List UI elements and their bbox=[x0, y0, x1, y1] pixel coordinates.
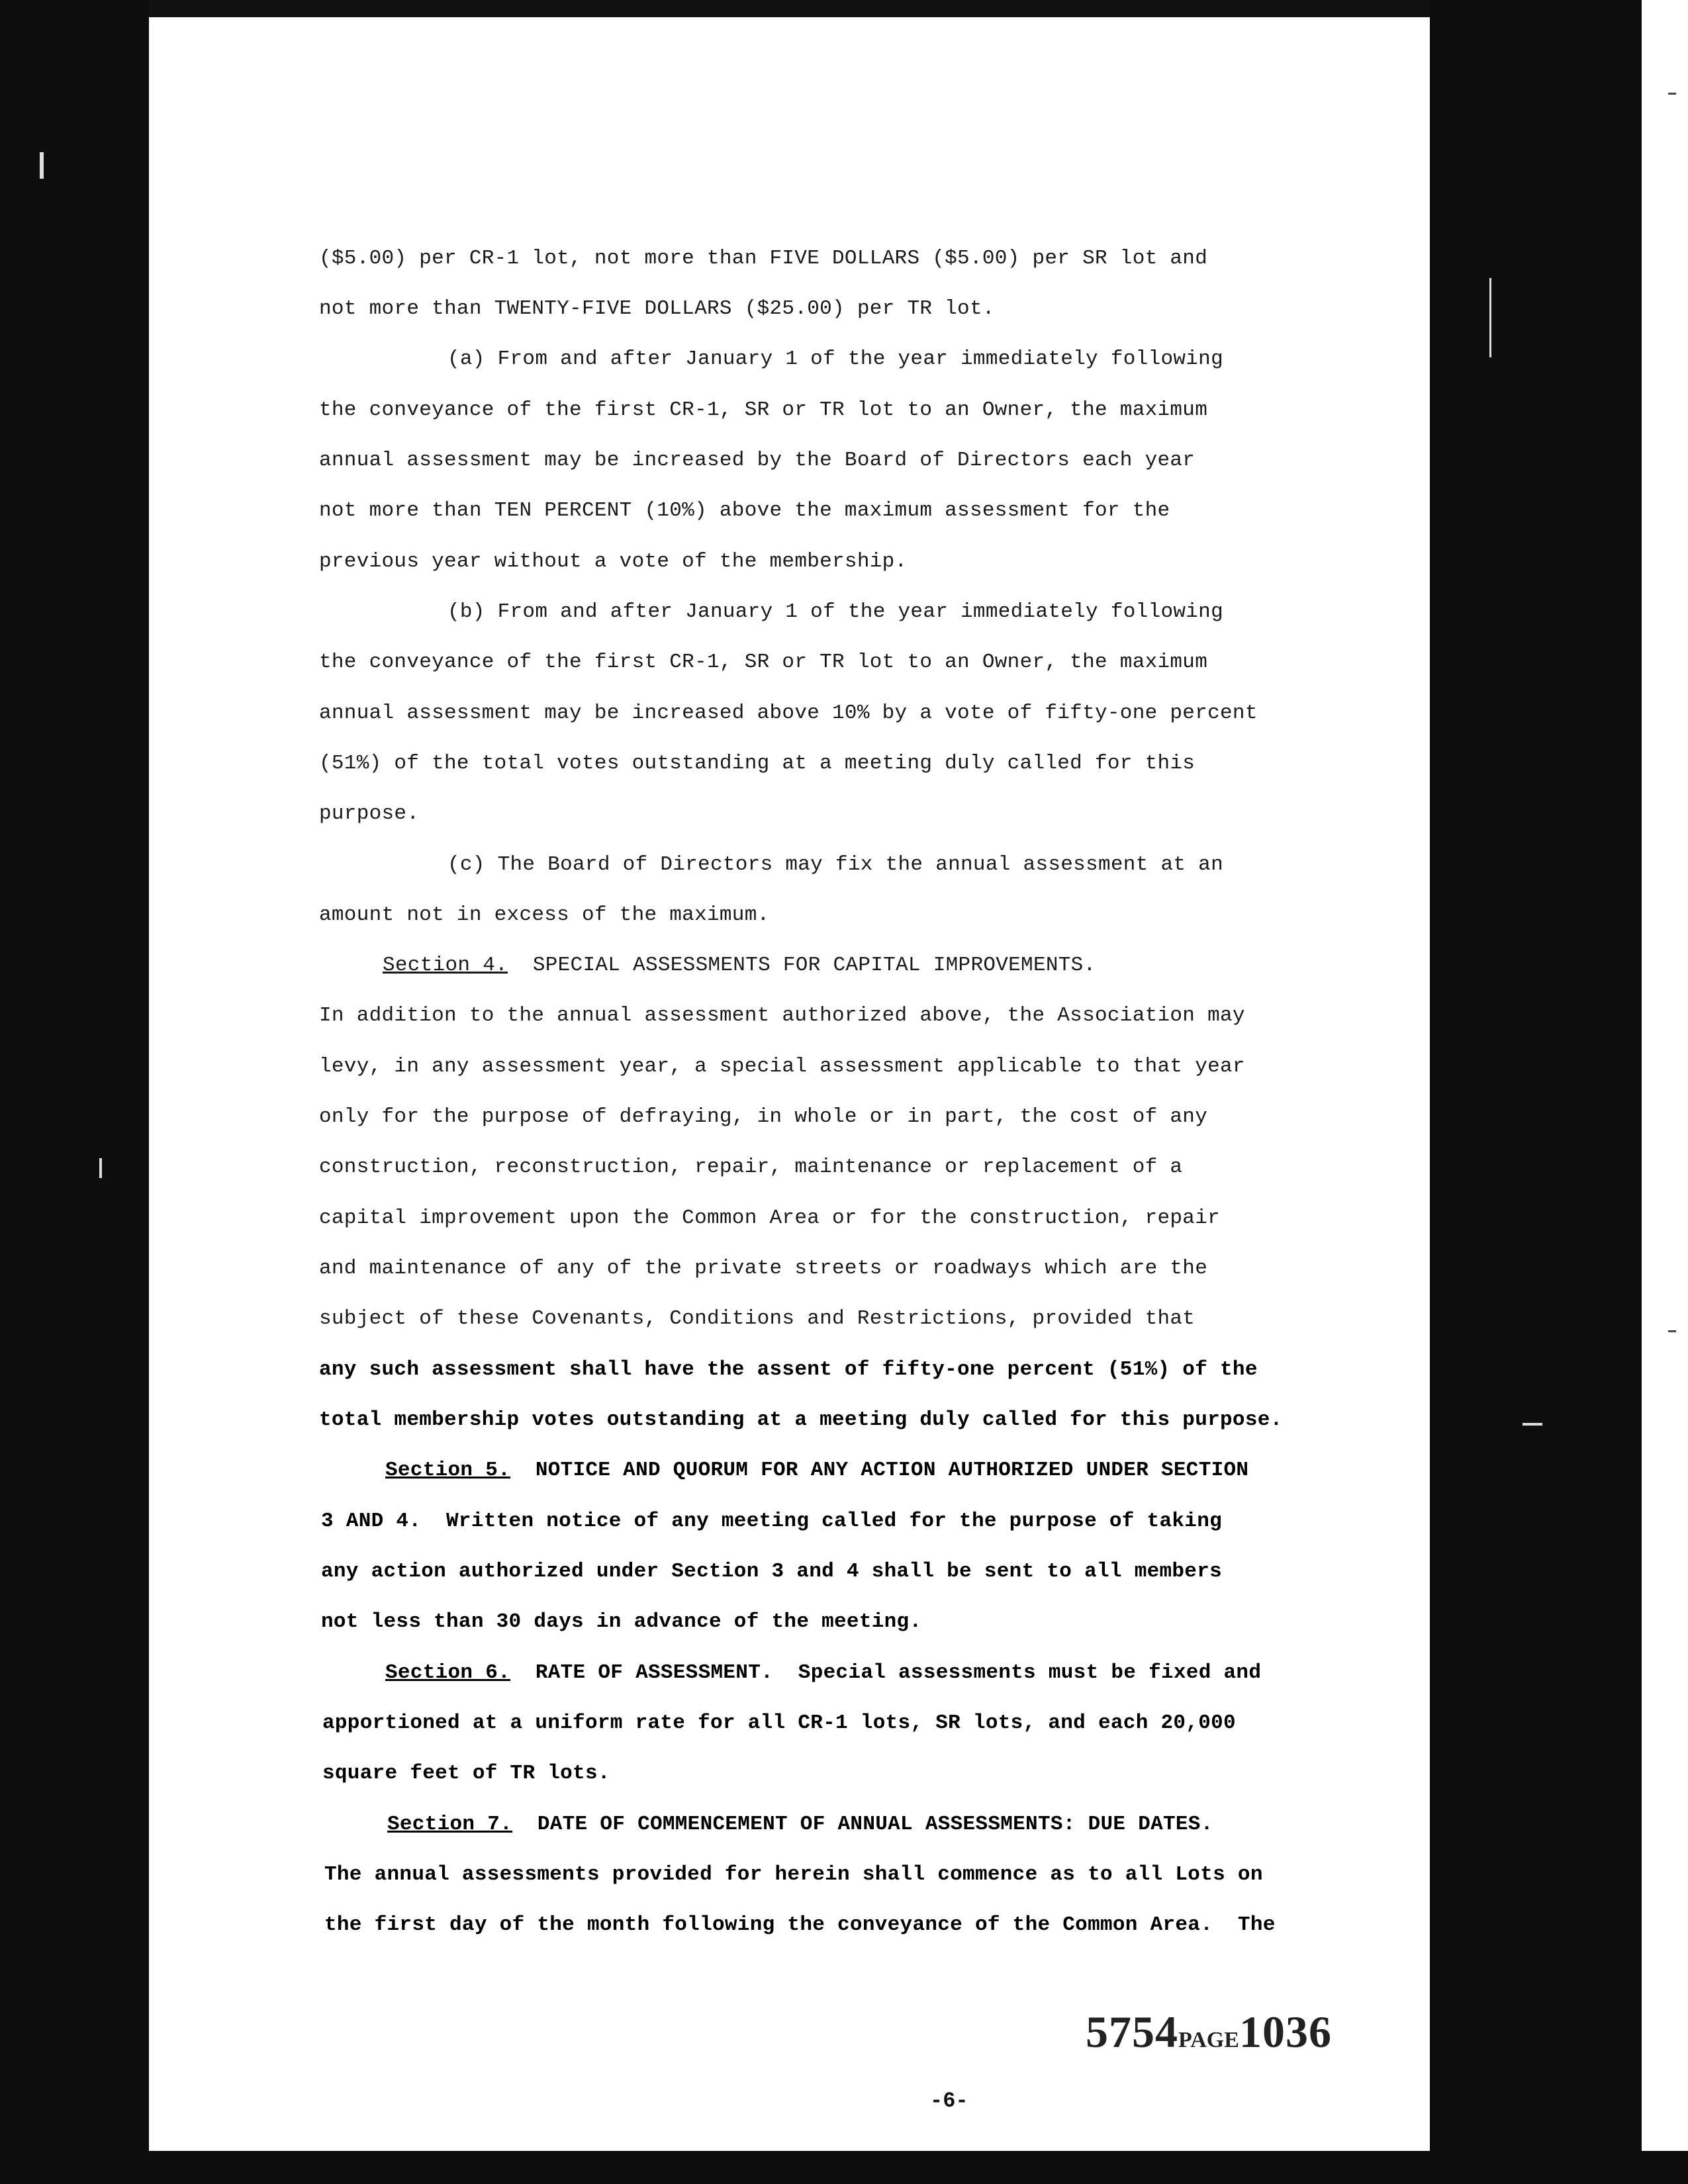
section-7-title: DATE OF COMMENCEMENT OF ANNUAL ASSESSMENTS: DUE DATES. bbox=[537, 1813, 1213, 1836]
section-7-line: the first day of the month following the conveyance of the Common Area. The bbox=[324, 1913, 1276, 1936]
page-number: -6- bbox=[930, 2089, 968, 2113]
section-7-label: Section 7. bbox=[387, 1813, 513, 1836]
section-4-title: SPECIAL ASSESSMENTS FOR CAPITAL IMPROVEMENTS. bbox=[532, 954, 1096, 977]
scan-speck bbox=[1668, 93, 1676, 95]
section-5-heading bbox=[385, 1459, 1248, 1482]
scan-speck bbox=[40, 152, 44, 179]
section-7-heading bbox=[387, 1813, 1213, 1836]
section-4-line: construction, reconstruction, repair, maintenance or replacement of a bbox=[319, 1156, 1183, 1179]
body-line: the conveyance of the first CR-1, SR or TR lot to an Owner, the maximum bbox=[319, 398, 1208, 422]
body-line: annual assessment may be increased by the Board of Directors each year bbox=[319, 449, 1196, 472]
body-line: ($5.00) per CR-1 lot, not more than FIVE DOLLARS ($5.00) per SR lot and bbox=[319, 247, 1208, 270]
body-line: annual assessment may be increased above 10% by a vote of fifty-one percent bbox=[319, 702, 1258, 725]
section-7-line: The annual assessments provided for herein shall commence as to all Lots on bbox=[324, 1863, 1263, 1886]
body-line: not more than TWENTY-FIVE DOLLARS ($25.00) per TR lot. bbox=[319, 297, 995, 320]
section-4-line: any such assessment shall have the assent of fifty-one percent (51%) of the bbox=[319, 1358, 1258, 1381]
scan-speck bbox=[1668, 1330, 1676, 1332]
book-page-number: 1036 bbox=[1239, 2007, 1332, 2057]
body-line: amount not in excess of the maximum. bbox=[319, 903, 770, 927]
paragraph-a-line: (a) From and after January 1 of the year immediately following bbox=[447, 347, 1223, 371]
section-4-line: only for the purpose of defraying, in whole or in part, the cost of any bbox=[319, 1105, 1208, 1128]
section-5-line: 3 AND 4. Written notice of any meeting called for the purpose of taking bbox=[321, 1510, 1223, 1533]
body-line: purpose. bbox=[319, 802, 420, 825]
section-4-heading bbox=[383, 954, 1096, 977]
section-4-line: and maintenance of any of the private streets or roadways which are the bbox=[319, 1257, 1208, 1280]
scan-speck bbox=[1489, 278, 1491, 357]
scan-border-left bbox=[0, 0, 149, 2184]
document-page bbox=[149, 17, 1430, 2151]
body-line: previous year without a vote of the membership. bbox=[319, 550, 908, 573]
page-label: PAGE bbox=[1178, 2028, 1239, 2052]
section-5-label: Section 5. bbox=[385, 1459, 511, 1482]
scan-speck bbox=[99, 1158, 102, 1178]
section-4-line: subject of these Covenants, Conditions and Restrictions, provided that bbox=[319, 1307, 1196, 1330]
body-line: (51%) of the total votes outstanding at a meeting duly called for this bbox=[319, 752, 1196, 775]
section-5-line: not less than 30 days in advance of the meeting. bbox=[321, 1610, 922, 1633]
scan-margin-right bbox=[1642, 0, 1688, 2184]
section-6-title: RATE OF ASSESSMENT. Special assessments must be fixed and bbox=[535, 1661, 1262, 1684]
section-5-line: any action authorized under Section 3 and 4 shall be sent to all members bbox=[321, 1560, 1223, 1583]
section-4-line: levy, in any assessment year, a special assessment applicable to that year bbox=[319, 1055, 1245, 1078]
section-6-line: apportioned at a uniform rate for all CR-1 lots, SR lots, and each 20,000 bbox=[322, 1711, 1236, 1735]
body-line: the conveyance of the first CR-1, SR or TR lot to an Owner, the maximum bbox=[319, 651, 1208, 674]
section-4-line: In addition to the annual assessment authorized above, the Association may bbox=[319, 1004, 1245, 1027]
body-line: not more than TEN PERCENT (10%) above the maximum assessment for the bbox=[319, 499, 1170, 522]
paragraph-b-line: (b) From and after January 1 of the year immediately following bbox=[447, 600, 1223, 623]
section-6-heading bbox=[385, 1661, 1261, 1684]
book-page-reference bbox=[1086, 2006, 1332, 2058]
section-6-label: Section 6. bbox=[385, 1661, 511, 1684]
section-4-line: total membership votes outstanding at a meeting duly called for this purpose. bbox=[319, 1408, 1283, 1432]
section-4-label: Section 4. bbox=[383, 954, 508, 977]
scan-border-bottom bbox=[0, 2151, 1688, 2184]
section-6-line: square feet of TR lots. bbox=[322, 1762, 610, 1785]
book-number: 5754 bbox=[1086, 2007, 1178, 2057]
scan-speck bbox=[1523, 1423, 1542, 1426]
paragraph-c-line: (c) The Board of Directors may fix the annual assessment at an bbox=[447, 853, 1223, 876]
section-5-title: NOTICE AND QUORUM FOR ANY ACTION AUTHORIZED UNDER SECTION bbox=[535, 1459, 1249, 1482]
section-4-line: capital improvement upon the Common Area or for the construction, repair bbox=[319, 1206, 1221, 1230]
